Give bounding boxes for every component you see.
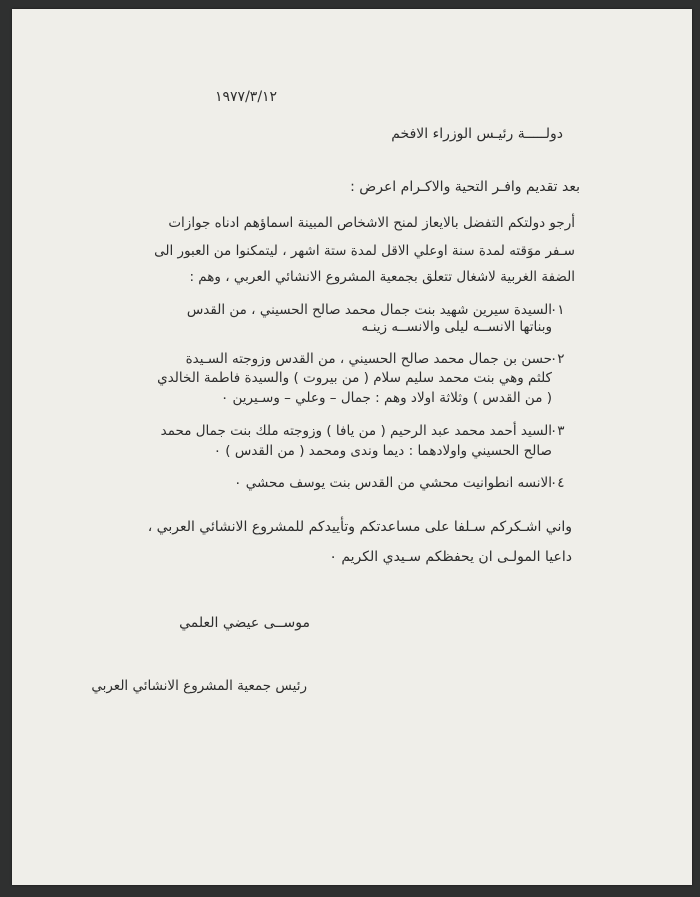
intro-line: أرجو دولتكم التفضل بالايعاز لمنح الاشخاص المبينة اسماؤهم ادناه جوازات xyxy=(168,215,575,231)
signature-title: رئيس جمعية المشروع الانشائي العربي xyxy=(91,678,307,694)
addressee: دولـــــة رئيـس الوزراء الافخم xyxy=(391,126,563,142)
item-number: ٠٤ xyxy=(550,475,565,491)
item-number: ٠٣ xyxy=(550,423,565,439)
item-number: ٠١ xyxy=(550,302,565,318)
intro-line: سـفر موَقته لمدة سنة اوعلي الاقل لمدة ستة اشهر ، ليتمكنوا من العبور الى xyxy=(154,243,575,259)
letter-date: ١٩٧٧/٣/١٢ xyxy=(215,89,278,105)
item-number: ٠٢ xyxy=(550,351,565,367)
intro-line: الضفة الغربية لاشغال تتعلق بجمعية المشروع الانشائي العربي ، وهم : xyxy=(189,269,575,285)
closing-line: واني اشـكركم سـلفا على مساعدتكم وتأييدكم للمشروع الانشائي العربي ، xyxy=(147,519,572,535)
item-line: السيد أحمد محمد عبد الرحيم ( من يافا ) وزوجته ملك بنت جمال محمد xyxy=(160,423,552,439)
item-line: السيدة سيرين شهيد بنت جمال محمد صالح الحسيني ، من القدس xyxy=(186,302,552,318)
item-line: وبناتها الانســه ليلى والانســه زينـه xyxy=(361,319,552,335)
signature-name: موســى عيضي العلمي xyxy=(179,615,310,631)
closing-line: داعيا المولـى ان يحفظكم سـيدي الكريم ٠ xyxy=(329,549,572,565)
item-line: حسن بن جمال محمد صالح الحسيني ، من القدس وزوجته السـيدة xyxy=(185,351,552,367)
item-line: الانسه انطوانيت محشي من القدس بنت يوسف محشي ٠ xyxy=(234,475,552,491)
greeting: بعد تقديم وافـر التحية والاكـرام اعرض : xyxy=(350,179,580,195)
item-line: صالح الحسيني واولادهما : ديما وندى ومحمد ( من القدس ) ٠ xyxy=(213,443,552,459)
item-line: ( من القدس ) وثلاثة اولاد وهم : جمال – وعلي – وسـيرين ٠ xyxy=(220,390,552,406)
item-line: كلثم وهي بنت محمد سليم سلام ( من بيروت ) والسيدة فاطمة الخالدي xyxy=(157,370,552,386)
